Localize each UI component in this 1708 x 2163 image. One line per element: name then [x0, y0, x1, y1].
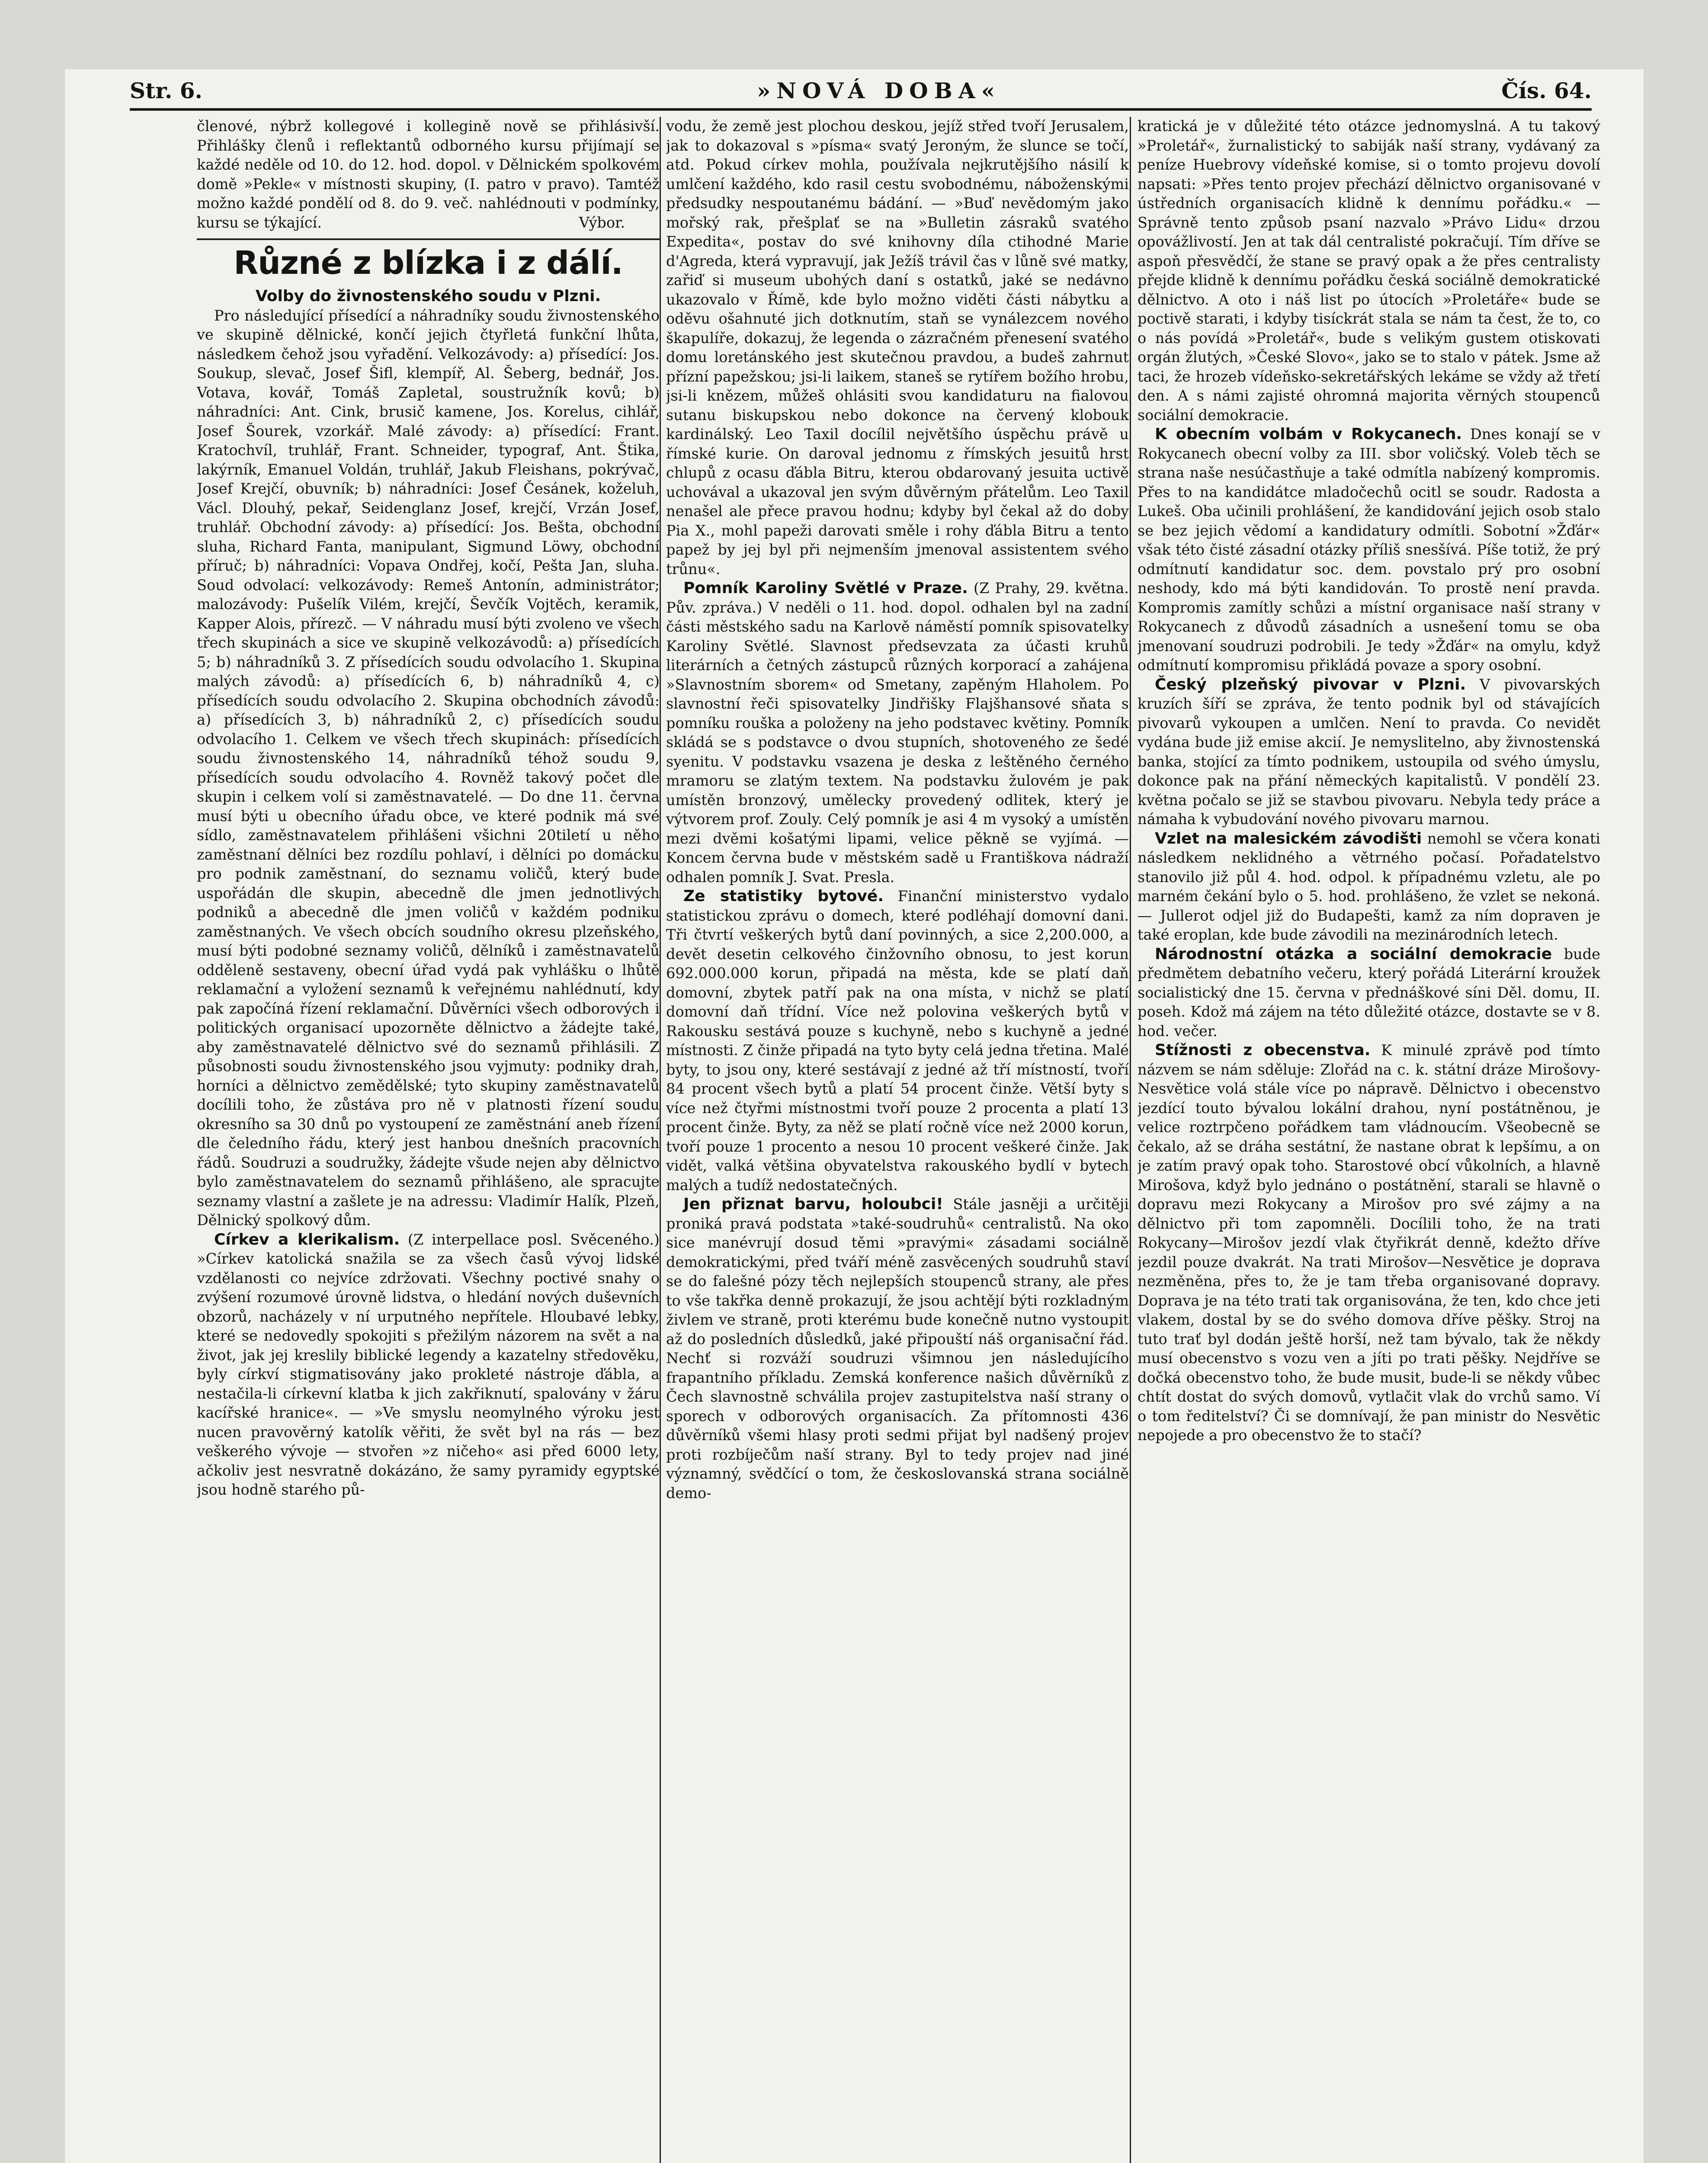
page-number: Str. 6.: [130, 78, 202, 103]
column-divider: [660, 117, 661, 2163]
article-title: Pomník Karoliny Světlé v Praze.: [683, 579, 968, 597]
article-title: Volby do živnostenského soudu v Plzni.: [255, 287, 601, 305]
article-title: Církev a klerikalism.: [214, 1230, 400, 1248]
article-body: K obecním volbám v Rokycanech. Dnes konají se v Rokycanech obecní volby za III. sbor voličský. Voleb těch se strana naše nesúčastňuje a také odmítla nabízený kompromis. Přes to na kandidátce mladočechů ocitl se soudr. Radosta a Lukeš. Oba učinili prohlášení, že kandidování jejich osob stalo se bez jejich vědomí a kandidatury odmítli. Sobotní »Žďár« však této čisté zásadní otázky příliš snesšívá. Píše totiž, že prý odmítnutí kandidatur soc. dem. povstalo prý pro osobní neshody, kdo má býti kandidován. To prostě není pravda. Kompromis zamítly schůzi a místní organisace naší strany v Rokycanech z důvodů zásadních a usnešení tomu se oba jmenovaní soudruzi podrobili. Je tedy »Žďár« na omylu, když odmítnutí kompromisu přikládá povaze a spory osobní.: [1138, 425, 1600, 674]
article-title: Český plzeňský pivovar v Plzni.: [1155, 675, 1466, 693]
article-body: Český plzeňský pivovar v Plzni. V pivovarských kruzích šíří se zpráva, že tento podnik byl od stávajících pivovarů vykoupen a umlčen. Není to pravda. Co nevidět vydána bude již emise akcií. Je nemyslitelno, aby živnostenská banka, stojící za tímto podnikem, ustoupila od svého úmyslu, dokonce pak na přání německých kapitalistů. V pondělí 23. května počalo se již se stavbou pivovaru. Nebyla tedy práce a námaha k vybudování nového pivovaru marnou.: [1138, 675, 1600, 828]
article-body: kratická je v důležité této otázce jednomyslná. A tu takový »Proletář«, žurnalistický to sabiják naší strany, vydávaný za peníze Huebrovy vídeňské komise, si o tomto projevu dovolí napsati: »Přes tento projev přechází dělnictvo organisované v ústředních organisacích klidně k dennímu pořádku.« — Správně tento způsob psaní nazvalo »Právo Lidu« drzou opovážlivostí. Jen at tak dál centralisté pokračují. Tím dříve se aspoň přesvědčí, že stane se pravý opak a že přes centralisty přejde klidně k dennímu pořádku česká sociálně demokratické dělnictvo. A oto i náš list po útocích »Proletáře« bude se poctivě starati, i kdyby tisíckrát stala se nám ta čest, že to, co o nás povídá »Proletář«, bude s velikým gustem otiskovati orgán žlutých, »České Slovo«, jako se to stalo v pátek. Jsme až taci, že hrozeb vídeňsko-sekretářských lekáme se vždy až třetí den. A s námi zajisté ohromná majorita věrných stoupenců sociální demokracie.: [1138, 118, 1600, 424]
article-body: vodu, že země jest plochou deskou, jejíž střed tvoří Jerusalem, jak to dokazoval s »písma« svatý Jeroným, že slunce se točí, atd. Pokud církev mohla, používala nejkrutějšího násilí k umlčení každého, kdo rasil cestu svobodnému, náboženskými předsudky nespoutanému bádání. — »Buď nevědomým jako mořský rak, přešplať se na »Bulletin zásraků svatého Expedita«, postav do své knihovny díla ctihodné Marie d'Agreda, která vypravují, jak Ježíš trávil čas v lůně své matky, zařiď si museum ubohých daní s ostatků, jaké se nedávno ukazovalo v Římě, kde bylo možno viděti části nábytku a oděvu ošahnuté jich dotknutím, staň se vynálezcem nového škapulíře, dokazuj, že legenda o zázračném přenesení svatého domu loretánského jest skutečnou pravdou, a budeš zahrnut přízní papežskou; jsi-li laikem, staneš se rytířem božího hrobu, jsi-li knězem, můžeš ohlásiti svou kandidaturu na fialovou sutanu biskupskou nebo dokonce na červený klobouk kardinálský. Leo Taxil docílil největšího úspěchu právě u římské kurie. On daroval jednomu z římských jesuitů hrst chlupů z ocasu ďábla Bitru, kterou obdarovaný jesuita uctivě uchovával a ukazoval jen svým důvěrným přátelům. Leo Taxil nenašel ale přece pravou hodnu; kdyby byl čekal až do doby Pia X., mohl papeži darovati směle i rohy ďábla Bitru a tento papež by jej byl při nejmenším jmenoval assistentem svého trůnu«.: [666, 118, 1129, 578]
masthead-title: »NOVÁ DOBA«: [757, 78, 1001, 103]
article-body: Jen přiznat barvu, holoubci! Stále jasněji a určitěji proniká pravá podstata »také-soudruhů« centralistů. Na oko sice manévrují dosud těmi »pravými« zásadami sociálně demokratickými, před tváří méně zasvěcených soudruhů staví se do falešné pózy těch nejlepších stoupenců strany, ale přes to vše takřka denně prokazují, že jsou achtějí býti rozkladným živlem ve straně, proti kterému bude konečně nutno vystoupit až do posledních důsledků, jaké připouští náš organisační řád. Nechť si rozváží soudruzi všimnou jen následujícího frapantního příkladu. Zemská konference našich důvěrníků z Čech slavnostně schválila projev zastupitelstva naší strany o sporech v odborových organisacích. Za přítomnosti 436 důvěrníků všemi hlasy proti sedmi přijat byl nadšený projev proti rozbíječům naší strany. Byl to tedy projev nad jiné významný, svědčící o tom, že českoslovanská strana sociálně demo-: [666, 1195, 1129, 1502]
signature: Výbor.: [579, 214, 625, 231]
header-rule: [130, 108, 1592, 111]
section-heading: Různé z blízka i z dálí.: [234, 244, 623, 282]
article-title: Vzlet na malesickém závodišti: [1155, 829, 1422, 847]
column-1: [197, 117, 660, 2163]
article-body: Ze statistiky bytové. Finanční ministerstvo vydalo statistickou zprávu o domech, které podléhají domovní dani. Tři čtvrtí veškerých bytů daní povinných, a sice 2,200.000, a devět desetin celkového činžovního obnosu, to jest korun 692.000.000 korun, připadá na města, kde se platí daň domovní, zbytek patří pak na ona místa, v nichž se platí domovní daň třídní. Více než polovina veškerých bytů v Rakousku sestává pouze s kuchyně, nebo s kuchyně a jedné místnosti. Z činže připadá na tyto byty celá jedna třetina. Malé byty, to jsou ony, které sestávají z jedné až tří místností, tvoří 84 procent všech bytů a platí 54 procent činže. Větší byty s více než čtyřmi místnostmi tvoří pouze 2 procenta a platí 13 procent činže. Byty, za něž se platí ročně více než 2000 korun, tvoří pouze 1 procento a nesou 10 procent veškeré činže. Jak vidět, valká většina obyvatelstva rakouského bydlí v bytech malých a tudíž nedostatečných.: [666, 887, 1129, 1194]
article-title: Stížnosti z obecenstva.: [1155, 1041, 1371, 1059]
running-header: [130, 78, 1592, 108]
column-2: [666, 117, 1129, 2163]
article-body: Vzlet na malesickém závodišti nemohl se včera konati následkem neklidného a větrného počasí. Pořadatelstvo stanovilo již půl 4. hod. odpol. k případnému vzletu, ale po marném čekání bylo o 5. hod. prohlášeno, že vzlet se nekoná. — Jullerot odjel již do Budapešti, kamž za ním dopraven je také eroplan, kde bude závodili na mezinárodních letech.: [1138, 829, 1600, 943]
article-body: Pomník Karoliny Světlé v Praze. (Z Prahy, 29. května. Pův. zpráva.) V neděli o 11. hod. dopol. odhalen byl na zadní části městského sadu na Karlově náměstí pomník spisovatelky Karoliny Světlé. Slavnost předsevzata za účasti kruhů literárních a četných zástupců různých korporací a zahájena »Slavnostním sborem« od Smetany, zapěným Hlaholem. Po slavnostní řeči spisovatelky Jindřišky Flajšhansové sňata s pomníku rouška a položeny na jeho podstavec květiny. Pomník skládá se s podstavce o dvou stupních, shotoveného ze šedé syenitu. V podstavku vsazena je deska z leštěného černého mramoru se zlatým textem. Na podstavku žulovém je pak umístěn bronzový, umělecky provedený odlitek, který je výtvorem prof. Zouly. Celý pomník je asi 4 m vysoký a umístěn mezi dvěmi košatými lipami, velice pěkně se vyjímá. — Koncem června bude v městském sadě u Františkova nádraží odhalen pomník J. Svat. Presla.: [666, 579, 1129, 886]
column-divider: [1130, 117, 1131, 2163]
article-title: Národnostní otázka a sociální demokracie: [1155, 945, 1552, 963]
column-3: [1138, 117, 1600, 2163]
section-rule: [197, 238, 660, 240]
article-body: Církev a klerikalism. (Z interpellace posl. Svěceného.) »Církev katolická snažila se za všech časů vývoj lidské vzdělanosti co nejvíce zdržovati. Všechny poctivé snahy o zvýšení rozumové úrovně lidstva, o hledání nových duševních obzorů, nacházely v ní urputného nepřítele. Hloubavé lebky, které se nedovedly spokojiti s přežilým názorem na svět a na život, jak jej kreslily biblické legendy a kazatelny středověku, byly církví stigmatisovány jako prokleté nástroje ďábla, a nestačila-li církevní klatba k jich zakřiknutí, spalovány v žáru kacířské hranice«. — »Ve smyslu neomylného výroku jest nucen pravověrný katolík věřiti, že svět byl na rás — bez veškerého vývoje — stvořen »z ničeho« asi před 6000 lety, ačkoliv jest nesvratně dokázáno, že samy pyramidy egyptské jsou hodně starého pů-: [197, 1230, 660, 1498]
article-title: K obecním volbám v Rokycanech.: [1155, 425, 1462, 443]
article-body: Národnostní otázka a sociální demokracie bude předmětem debatního večeru, který pořádá Literární kroužek socialistický dne 15. června v přednáškové síni Děl. domu, II. poseh. Kdož má zájem na této důležité otázce, dostavte se v 8. hod. večer.: [1138, 945, 1600, 1040]
issue-number: Čís. 64.: [1501, 78, 1592, 103]
article-continuation: členové, nýbrž kollegové i kollegině nově se přihlásivší. Přihlášky členů i reflektantů odborného kursu přijímají se každé neděle od 10. do 12. hod. dopol. v Dělnickém spolkovém domě »Pekle« v místnosti skupiny, (I. patro v pravo). Tamtéž možno každé pondělí od 8. do 9. več. nahlédnouti v podmínky, kursu se týkající. Výbor.: [197, 117, 660, 232]
article-title: Jen přiznat barvu, holoubci!: [683, 1195, 943, 1213]
article-body: Stížnosti z obecenstva. K minulé zprávě pod tímto názvem se nám sděluje: Zlořád na c. k. státní dráze Mirošovy-Nesvětice volá stále více po nápravě. Dělnictvo i obecenstvo jezdící touto bývalou lokální drahou, nyní postátněnou, je velice roztrpčeno pořádkem tam vládnoucím. Všeobecně se čekalo, až se dráha sestátní, že nastane obrat k lepšímu, a on je zatím pravý opak toho. Starostové obcí vůkolních, a hlavně Mirošova, když bylo jednáno o postátnění, starali se hlavně o dopravu mezi Rokycany a Mirošov pro své zájmy a na dělnictvo při tom zapomněli. Docílili toho, že na trati Rokycany—Mirošov jezdí vlak čtyřikrát denně, kdežto dříve jezdil pouze dvakrát. Na trati Mirošov—Nesvětice je doprava nezměněna, přes to, že je tam třeba organisované dopravy. Doprava je na této trati tak organisována, že ten, kdo chce jeti vlakem, dostal by se do svého domova dříve pěšky. Stroj na tuto trať byl dodán ještě horší, než tam bývalo, tak že někdy musí obecenstvo s vozu ven a jíti po trati pěšky. Nejdříve se dočká obecenstvo toho, že bude musit, bude-li se někdy vůbec chtít dostat do svých domovů, vytlačit vlak do vrchů samo. Ví o tom ředitelství? Či se domnívají, že pan ministr do Nesvětic nepojede a pro obecenstvo že to stačí?: [1138, 1041, 1600, 1444]
article-title: Ze statistiky bytové.: [683, 887, 884, 905]
article-body: Pro následující přísedící a náhradníky soudu živnostenského ve skupině dělnické, končí jejich čtyřletá funkční lhůta, následkem čehož jsou vyřadění. Velkozávody: a) přísedící: Jos. Soukup, slevač, Josef Šifl, klempíř, Al. Šeberg, bednář, Jos. Votava, kovář, Tomáš Zapletal, soustružník kovů; b) náhradníci: Ant. Cink, brusič kamene, Jos. Korelus, cihlář, Josef Šourek, vzorkář. Malé závody: a) přísedící: Frant. Kratochvíl, truhlář, Frant. Schneider, typograf, Ant. Štika, lakýrník, Emanuel Voldán, truhlář, Jakub Fleishans, pokrývač, Josef Krejčí, obuvník; b) náhradníci: Josef Česánek, koželuh, Václ. Dlouhý, pekař, Seidenglanz Josef, krejčí, Vrzán Josef, truhlář. Obchodní závody: a) přísedící: Jos. Bešta, obchodní sluha, Richard Fanta, manipulant, Sigmund Löwy, obchodní příruč; b) náhradníci: Vopava Ondřej, kočí, Pešta Jan, sluha. Soud odvolací: velkozávody: Remeš Antonín, administrátor; malozávody: Pušelík Vilém, krejčí, Ševčík Vojtěch, keramik, Kapper Alois, přírezč. — V náhradu musí býti zvoleno ve všech třech skupinách a sice ve skupině velkozávodů: a) přísedících 5; b) náhradníků 3. Z přísedících soudu odvolacího 1. Skupina malých závodů: a) přísedících 6, b) náhradníků 4, c) přísedících soudu odvolacího 2. Skupina obchodních závodů: a) přísedících 3, b) náhradníků 2, c) přísedících soudu odvolacího 1. Celkem ve všech třech skupinách: přísedících soudu živnostenského 14, náhradníků téhož soudu 9, přísedících soudu odvolacího 4. Rovněž takový počet dle skupin i celkem volí si zaměstnavatelé. — Do dne 11. června musí býti u obecního úřadu obce, ve které podnik má své sídlo, zaměstnavatelem přihlášeni všichni 20tiletí u něho zaměstnaní dělníci bez rozdílu pohlaví, i dělníci po domácku pro podnik zaměstnaní, do seznamu voličů, který bude uspořádán dle skupin, abecedně dle jmen jednotlivých podniků a abecedně dle jmen voličů v každém podniku zaměstnaných. Ve všech obcích soudního okresu plzeňského, musí býti podobné seznamy voličů, dělníků i zaměstnavatelů odděleně sestaveny, obecní úřad vydá pak vyhlášku o lhůtě reklamační a vyložení seznamů k veřejnému nahlédnutí, kdy pak započíná řízení reklamační. Důvěrníci všech odborových i politických organisací upozorněte dělnictvo a žádejte také, aby zaměstnavatelé dělnictvo své do seznamů přihlásili. Z působnosti soudu živnostenského jsou vyjmuty: podniky drah, horníci a dělnictvo zemědělské; tyto skupiny zaměstnavatelů docílili toho, že zůstáva pro ně v platnosti řízení soudu okresního sa 30 dnů po vystoupení ze zaměstnání aneb řízení dle čeledního řádu, který jest hanbou dnešních pracovních řádů. Soudruzi a soudružky, žádejte všude nejen aby dělnictvo bylo zaměstnavatelem do seznamů přihlášeno, ale spracujte seznamy vlastní a zašlete je na adressu: Vladimír Halík, Plzeň, Dělnický spolkový dům.: [197, 307, 660, 1229]
